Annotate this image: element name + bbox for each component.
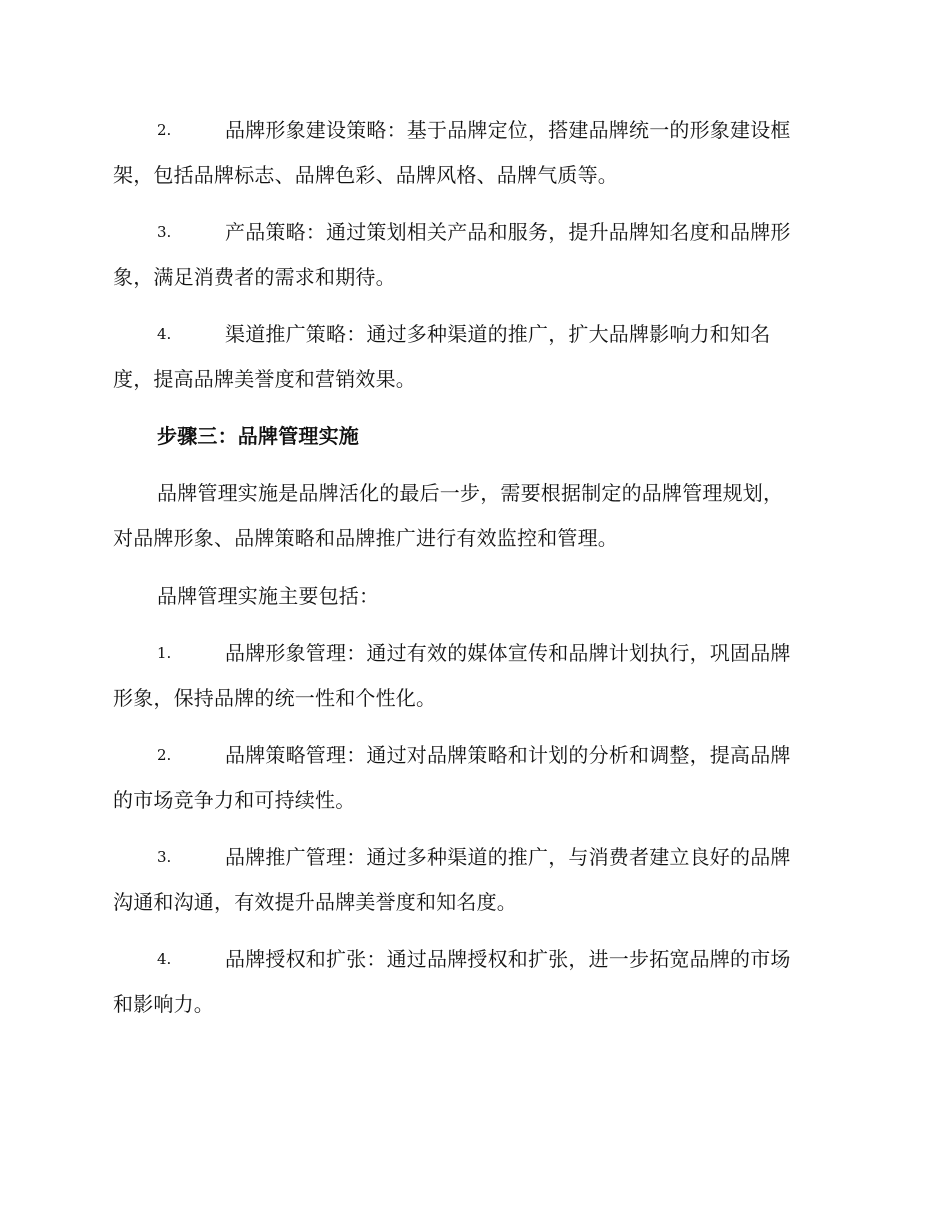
list-item-text-continued: 形象，保持品牌的统一性和个性化。 bbox=[113, 686, 437, 710]
list-item-number: 2. bbox=[157, 746, 172, 764]
list-item-text: 产品策略：通过策划相关产品和服务，提升品牌知名度和品牌形 bbox=[225, 220, 791, 244]
list-item-text: 渠道推广策略：通过多种渠道的推广，扩大品牌影响力和知名 bbox=[225, 322, 771, 346]
list-item-number: 2. bbox=[157, 121, 172, 139]
list-item-text-continued: 沟通和沟通，有效提升品牌美誉度和知名度。 bbox=[113, 890, 517, 914]
paragraph-line: 品牌管理实施是品牌活化的最后一步，需要根据制定的品牌管理规划， bbox=[157, 481, 784, 505]
list-item-number: 3. bbox=[157, 223, 172, 241]
list-item-number: 1. bbox=[157, 644, 172, 662]
list-item-number: 4. bbox=[157, 950, 172, 968]
list-item-text: 品牌形象建设策略：基于品牌定位，搭建品牌统一的形象建设框 bbox=[225, 118, 791, 142]
lead-sentence: 品牌管理实施主要包括： bbox=[157, 584, 380, 608]
list-item-text-continued: 和影响力。 bbox=[113, 992, 214, 1016]
list-item-text-continued: 度，提高品牌美誉度和营销效果。 bbox=[113, 367, 416, 391]
list-item-number: 3. bbox=[157, 848, 172, 866]
section-heading: 步骤三：品牌管理实施 bbox=[157, 424, 359, 448]
list-item-text: 品牌推广管理：通过多种渠道的推广，与消费者建立良好的品牌 bbox=[225, 845, 791, 869]
list-item-text-continued: 的市场竞争力和可持续性。 bbox=[113, 788, 356, 812]
list-item-text: 品牌形象管理：通过有效的媒体宣传和品牌计划执行，巩固品牌 bbox=[225, 641, 791, 665]
list-item-number: 4. bbox=[157, 325, 172, 343]
list-item-text: 品牌策略管理：通过对品牌策略和计划的分析和调整，提高品牌 bbox=[225, 743, 791, 767]
list-item-text-continued: 象，满足消费者的需求和期待。 bbox=[113, 265, 396, 289]
paragraph-line: 对品牌形象、品牌策略和品牌推广进行有效监控和管理。 bbox=[113, 526, 618, 550]
list-item-text-continued: 架，包括品牌标志、品牌色彩、品牌风格、品牌气质等。 bbox=[113, 163, 618, 187]
list-item-text: 品牌授权和扩张：通过品牌授权和扩张，进一步拓宽品牌的市场 bbox=[225, 947, 791, 971]
